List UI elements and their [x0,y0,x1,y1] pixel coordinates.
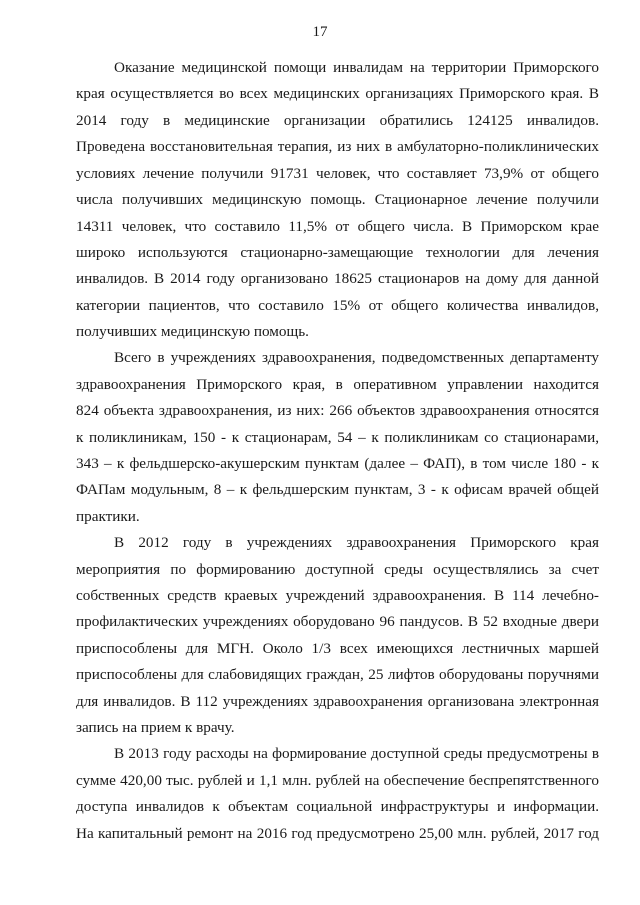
text-line: В 2012 году в учреждениях здравоохранения Приморского края [114,534,599,551]
text-line: 343 – к фельдшерско-акушерским пунктам (далее – ФАП), в том числе 180 - к [76,455,599,472]
page-number: 17 [312,24,328,40]
text-line: 2014 году в медицинские организации обратились 124125 инвалидов. [76,112,599,129]
text-line: запись на прием к врачу. [76,719,235,736]
text-line: 824 объекта здравоохранения, из них: 266 объектов здравоохранения относятся [76,402,599,419]
text-line: приспособлены для слабовидящих граждан, 25 лифтов оборудованы поручнями [76,666,599,683]
text-line: инвалидов. В 2014 году организовано 18625 стационаров на дому для данной [76,270,599,287]
text-line: ФАПам модульным, 8 – к фельдшерским пунктам, 3 - к офисам врачей общей [76,481,599,498]
text-line: для инвалидов. В 112 учреждениях здравоохранения организована электронная [76,693,599,710]
text-line: широко используются стационарно-замещающие технологии для лечения [76,244,599,261]
text-line: 14311 человек, что составило 11,5% от общего числа. В Приморском крае [76,218,599,235]
text-line: собственных средств краевых учреждений здравоохранения. В 114 лечебно- [76,587,599,604]
text-line: доступа инвалидов к объектам социальной инфраструктуры и информации. [76,798,599,815]
text-line: практики. [76,508,140,525]
text-line: сумме 420,00 тыс. рублей и 1,1 млн. рублей на обеспечение беспрепятственного [76,772,599,789]
text-line: числа получивших медицинскую помощь. Стационарное лечение получили [76,191,599,208]
text-line: Оказание медицинской помощи инвалидам на территории Приморского [114,59,599,76]
text-line: мероприятия по формированию доступной среды осуществлялись за счет [76,561,599,578]
text-line: В 2013 году расходы на формирование доступной среды предусмотрены в [114,745,599,762]
text-line: приспособлены для МГН. Около 1/3 всех имеющихся лестничных маршей [76,640,599,657]
text-line: профилактических учреждениях оборудовано 96 пандусов. В 52 входные двери [76,613,599,630]
text-line: условиях лечение получили 91731 человек, что составляет 73,9% от общего [76,165,599,182]
text-line: получивших медицинскую помощь. [76,323,309,340]
text-line: Всего в учреждениях здравоохранения, подведомственных департаменту [114,349,599,366]
text-line: На капитальный ремонт на 2016 год предусмотрено 25,00 млн. рублей, 2017 год [76,825,599,842]
text-line: края осуществляется во всех медицинских организациях Приморского края. В [76,85,599,102]
text-line: Проведена восстановительная терапия, из них в амбулаторно-поликлинических [76,138,599,155]
text-line: категории пациентов, что составило 15% от общего количества инвалидов, [76,297,599,314]
text-line: к поликлиникам, 150 - к стационарам, 54 – к поликлиникам со стационарами, [76,429,599,446]
text-line: здравоохранения Приморского края, в оперативном управлении находится [76,376,599,393]
